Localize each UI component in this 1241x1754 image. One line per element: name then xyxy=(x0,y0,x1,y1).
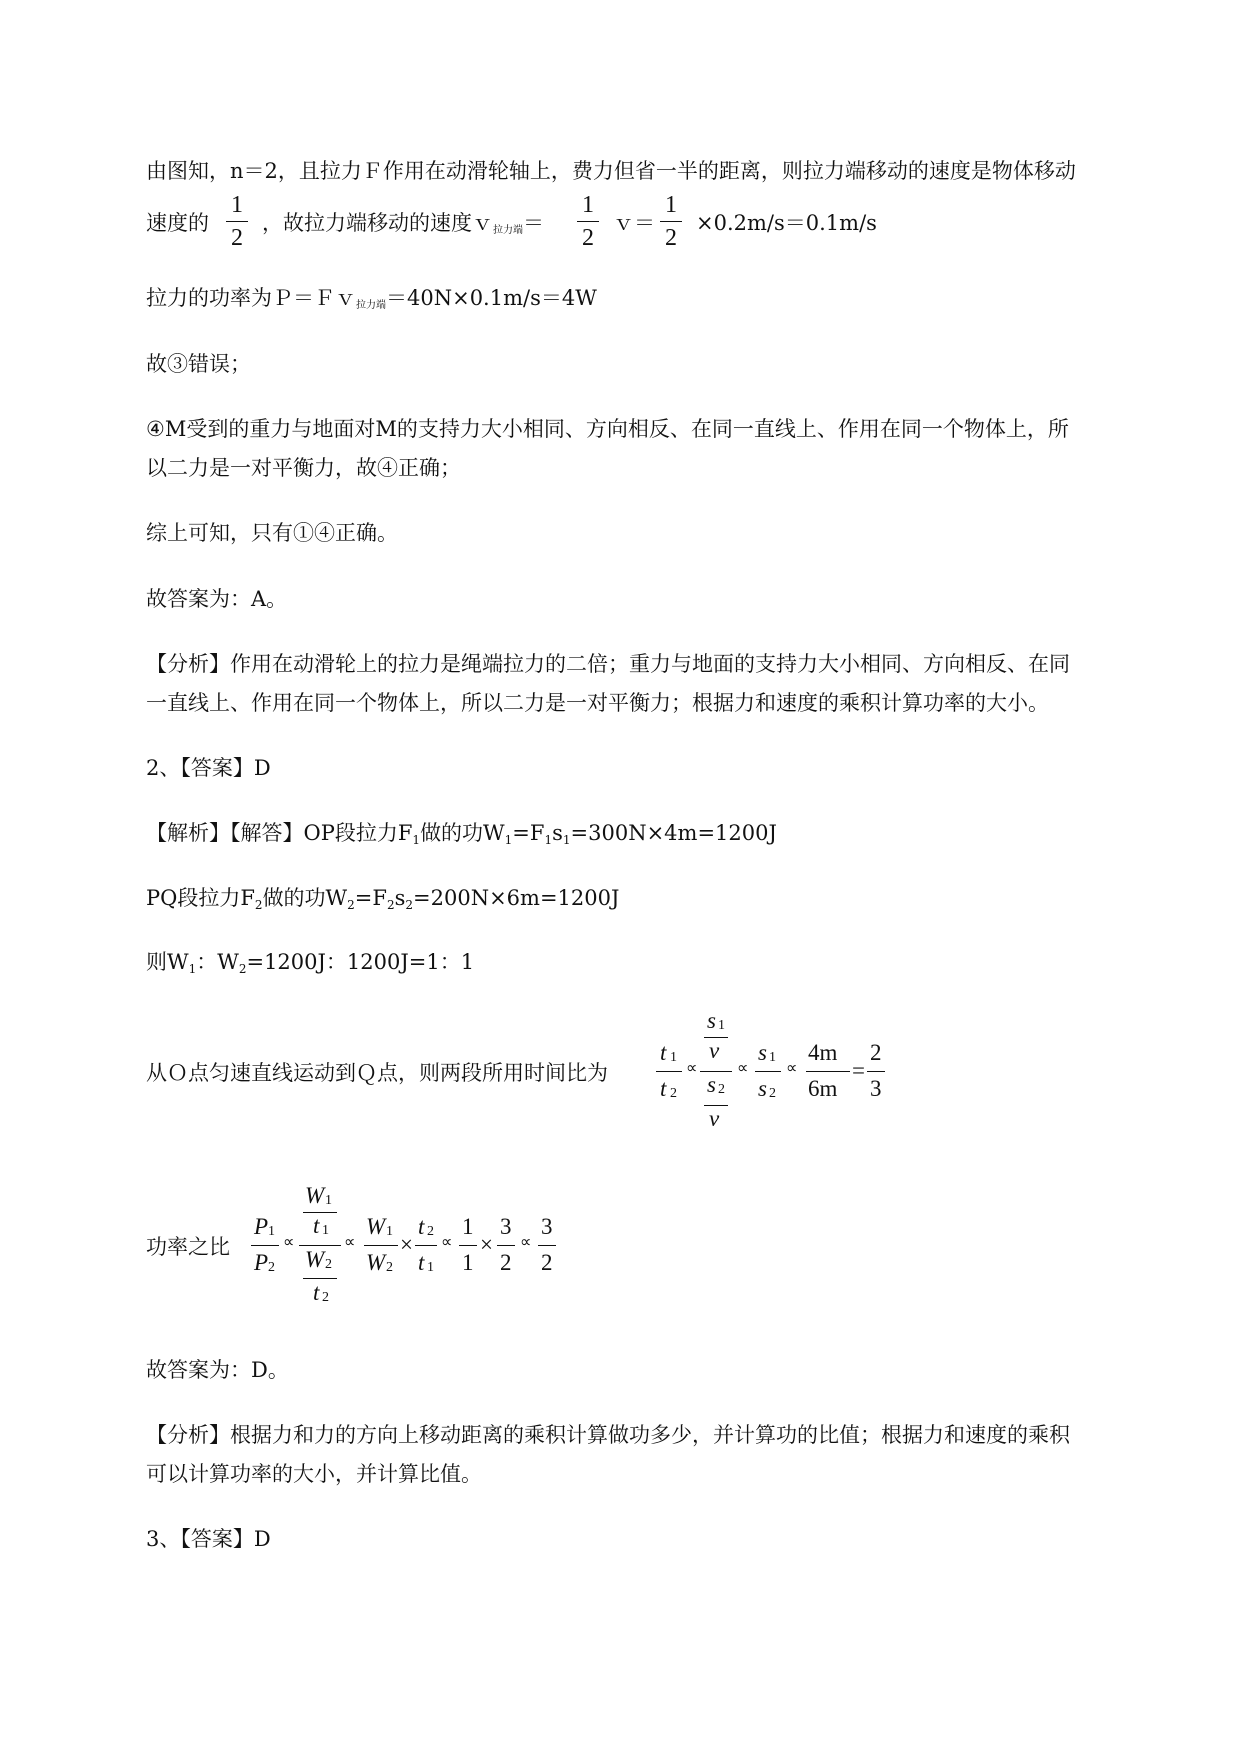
subscript: 1 xyxy=(562,833,571,847)
ratio-glyph: ∝ xyxy=(283,1232,295,1251)
subscript: 1 xyxy=(504,833,513,847)
math-6m: 6m xyxy=(808,1076,838,1101)
fraction-bar xyxy=(459,1245,477,1246)
math-sub: 1 xyxy=(325,1193,332,1208)
math-2: 2 xyxy=(500,1250,512,1275)
text-line: 故答案为：D。 xyxy=(146,1358,289,1382)
math-sub: 1 xyxy=(322,1223,329,1238)
text-segment: PQ段拉力F xyxy=(146,886,255,910)
subscript: 2 xyxy=(347,898,355,912)
text-segment: s xyxy=(394,886,406,910)
math-sub: 2 xyxy=(769,1086,776,1101)
math-s2: s xyxy=(758,1076,767,1101)
fraction-half xyxy=(226,191,248,252)
ratio-glyph: ∝ xyxy=(786,1058,798,1077)
text-segment: ：W xyxy=(196,950,239,974)
math-4m: 4m xyxy=(808,1040,838,1065)
text-line: 可以计算功率的大小，并计算比值。 xyxy=(146,1462,482,1486)
numerator: 1 xyxy=(231,192,243,218)
fraction-bar xyxy=(303,1278,337,1279)
math-s1: s xyxy=(707,1008,716,1033)
math-sub: 2 xyxy=(322,1290,329,1305)
subscript: 2 xyxy=(405,898,414,912)
ratio-glyph: ∝ xyxy=(686,1058,698,1077)
math-v: v xyxy=(709,1038,720,1063)
ratio-glyph: ∝ xyxy=(441,1232,453,1251)
fraction-bar xyxy=(226,221,248,222)
math-sub: 1 xyxy=(268,1224,275,1239)
text-segment: 做的功W xyxy=(262,886,348,910)
math-times: × xyxy=(400,1232,413,1257)
text-segment: ＝ xyxy=(523,211,544,235)
math-sub: 1 xyxy=(718,1018,725,1033)
math-sub: 2 xyxy=(670,1086,677,1101)
fraction-bar xyxy=(364,1245,398,1246)
denominator: 2 xyxy=(582,225,594,251)
text-line: 以二力是一对平衡力，故④正确； xyxy=(146,456,461,480)
math-2: 2 xyxy=(541,1250,553,1275)
denominator: 2 xyxy=(665,225,677,251)
text-segment: =200N×6m=1200J xyxy=(413,886,620,910)
math-sub: 2 xyxy=(268,1260,275,1275)
text-line xyxy=(146,208,209,238)
math-sub: 2 xyxy=(386,1260,393,1275)
text-line: ×0.2m/s＝0.1m/s xyxy=(696,211,877,235)
fraction-bar xyxy=(415,1245,437,1246)
text-line: ｖ＝ xyxy=(613,211,655,235)
math-W1: W xyxy=(305,1183,325,1208)
fraction-bar xyxy=(299,1245,341,1246)
subscript: 1 xyxy=(544,833,553,847)
text-segment: 做的功W xyxy=(420,821,505,845)
math-sub: 1 xyxy=(386,1224,393,1239)
math-W2: W xyxy=(305,1247,325,1272)
math-1: 1 xyxy=(462,1214,474,1239)
text-line: 一直线上、作用在同一个物体上，所以二力是一对平衡力；根据力和速度的乘积计算功率的大小。 xyxy=(146,691,1049,715)
math-times: × xyxy=(480,1232,493,1257)
math-t2: t xyxy=(660,1076,667,1101)
math-sub: 2 xyxy=(325,1257,332,1272)
text-segment: =1200J：1200J=1：1 xyxy=(246,950,475,974)
text-segment: =F xyxy=(354,886,387,910)
fraction-bar xyxy=(577,221,599,222)
text-line: 综上可知，只有①④正确。 xyxy=(146,521,398,545)
math-P1: P xyxy=(254,1214,269,1239)
text-line xyxy=(262,208,544,246)
text-segment: 则W xyxy=(146,950,189,974)
question-answer: 3、【答案】D xyxy=(146,1527,271,1551)
text-line: 功率之比 xyxy=(146,1235,230,1259)
text-segment: =300N×4m=1200J xyxy=(570,821,777,845)
text-line: 由图知，n＝2，且拉力Ｆ作用在动滑轮轴上，费力但省一半的距离，则拉力端移动的速度是物体移动 xyxy=(146,159,1076,183)
fraction-bar xyxy=(660,221,682,222)
subscript: 2 xyxy=(254,898,263,912)
text-line: ④M受到的重力与地面对M的支持力大小相同、方向相反、在同一直线上、作用在同一个物体上，所 xyxy=(146,417,1069,441)
text-segment: ，故拉力端移动的速度ｖ xyxy=(262,211,493,235)
math-s1: s xyxy=(758,1040,767,1065)
text-line xyxy=(146,283,597,321)
text-segment: 【解析】【解答】OP段拉力F xyxy=(146,821,413,845)
text-segment: 拉力的功率为Ｐ＝Ｆｖ xyxy=(146,286,356,310)
fraction-bar xyxy=(867,1071,885,1072)
math-sub: 1 xyxy=(769,1050,776,1065)
text-line: 【分析】作用在动滑轮上的拉力是绳端拉力的二倍；重力与地面的支持力大小相同、方向相反、在同 xyxy=(146,652,1070,676)
text-segment: ＝40N×0.1m/s＝4W xyxy=(386,286,597,310)
text-segment: s xyxy=(552,821,563,845)
math-s2: s xyxy=(707,1072,716,1097)
math-3: 3 xyxy=(870,1076,882,1101)
fraction-half xyxy=(577,191,599,252)
text-line: 故答案为：A。 xyxy=(146,587,288,611)
numerator: 1 xyxy=(582,192,594,218)
fraction-bar xyxy=(656,1071,682,1072)
text-line: 从Ｏ点匀速直线运动到Ｑ点，则两段所用时间比为 xyxy=(146,1061,608,1085)
math-sub: 1 xyxy=(670,1050,677,1065)
text-line xyxy=(146,818,777,855)
fraction-bar xyxy=(700,1071,732,1072)
math-2: 2 xyxy=(870,1040,882,1065)
math-sub: 2 xyxy=(718,1082,725,1097)
math-3: 3 xyxy=(500,1214,512,1239)
math-P2: P xyxy=(254,1250,269,1275)
text-line: 故③错误； xyxy=(146,352,251,376)
fraction-bar xyxy=(251,1245,279,1246)
math-equals: = xyxy=(852,1058,865,1083)
text-line: 【分析】根据力和力的方向上移动距离的乘积计算做功多少，并计算功的比值；根据力和速度的乘积 xyxy=(146,1423,1070,1447)
math-v: v xyxy=(709,1106,720,1131)
text-line xyxy=(146,947,474,984)
math-t1: t xyxy=(660,1040,667,1065)
subscript: 1 xyxy=(188,962,197,976)
math-sub: 2 xyxy=(427,1224,434,1239)
ratio-glyph: ∝ xyxy=(520,1232,532,1251)
math-3: 3 xyxy=(541,1214,553,1239)
subscript: 拉力端 xyxy=(493,225,523,236)
denominator: 2 xyxy=(231,225,243,251)
math-t2: t xyxy=(313,1280,320,1305)
fraction-bar xyxy=(303,1212,337,1213)
subscript: 拉力端 xyxy=(356,300,386,311)
fraction-bar xyxy=(806,1071,850,1072)
math-t1: t xyxy=(313,1213,320,1238)
math-sub: 1 xyxy=(427,1260,434,1275)
fraction-half xyxy=(660,191,682,252)
fraction-bar xyxy=(538,1245,556,1246)
numerator: 1 xyxy=(665,192,677,218)
subscript: 2 xyxy=(386,898,395,912)
question-answer: 2、【答案】D xyxy=(146,756,271,780)
fraction-bar xyxy=(755,1071,781,1072)
ratio-glyph: ∝ xyxy=(737,1058,749,1077)
math-1: 1 xyxy=(462,1250,474,1275)
math-t2: t xyxy=(418,1214,425,1239)
math-W2: W xyxy=(366,1250,386,1275)
math-t1: t xyxy=(418,1250,425,1275)
text-segment: 速度的 xyxy=(146,211,209,235)
subscript: 1 xyxy=(412,833,421,847)
text-line xyxy=(146,883,619,920)
math-W1: W xyxy=(366,1214,386,1239)
subscript: 2 xyxy=(238,962,247,976)
fraction-bar xyxy=(497,1245,515,1246)
ratio-glyph: ∝ xyxy=(344,1232,356,1251)
text-segment: =F xyxy=(512,821,545,845)
